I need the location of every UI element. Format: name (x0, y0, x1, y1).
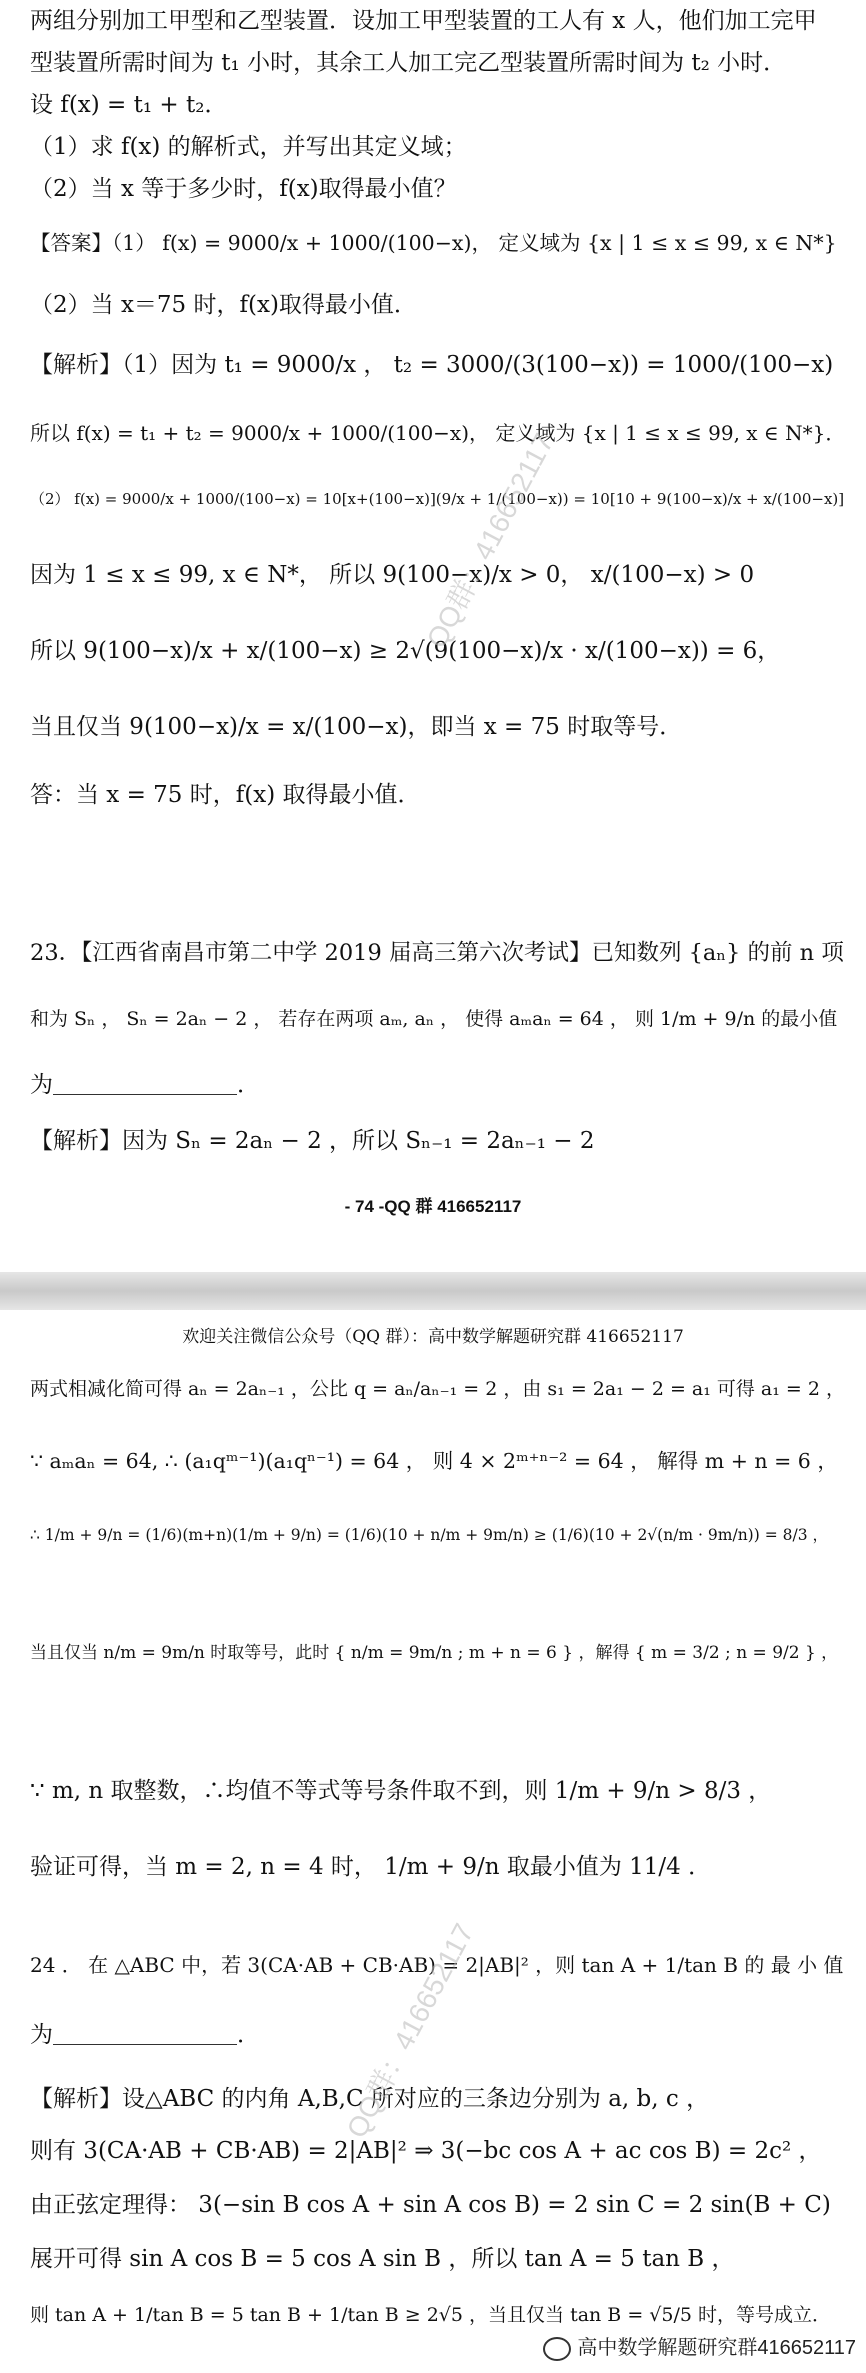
wechat-icon (543, 2337, 571, 2361)
analysis-line: 【解析】设△ABC 的内角 A,B,C 所对应的三条边分别为 a, b, c ， (30, 2086, 710, 2112)
page-separator (0, 1272, 866, 1310)
text-line: 设 f(x) = t₁ + t₂． (30, 92, 228, 118)
text-line: 当且仅当 n/m = 9m/n 时取等号，此时 { n/m = 9m/n ; m + n = 6 } ，解得 { m = 3/2 ; n = 9/2 } ， (30, 1643, 839, 1663)
question-24-line: 24 ． 在 △ABC 中，若 3(CA·AB + CB·AB) = 2|AB|² ，则 tan A + 1/tan B 的 最 小 值 (30, 1953, 844, 1977)
question-23-line: 23．【江西省南昌市第二中学 2019 届高三第六次考试】已知数列 {aₙ} 的前 n 项 (30, 940, 844, 966)
formula-line: ∴ 1/m + 9/n = (1/6)(m+n)(1/m + 9/n) = (1/6)(10 + n/m + 9m/n) ≥ (1/6)(10 + 2√(n/m · 9m/n)) = 8/3 ， (30, 1526, 828, 1544)
text-line: 所以 9(100−x)/x + x/(100−x) ≥ 2√(9(100−x)/x · x/(100−x)) = 6， (30, 638, 781, 664)
text-line: 所以 f(x) = t₁ + t₂ = 9000/x + 1000/(100−x)， 定义域为 {x | 1 ≤ x ≤ 99, x ∈ N*}． (30, 421, 846, 445)
text-line: 型装置所需时间为 t₁ 小时，其余工人加工完乙型装置所需时间为 t₂ 小时． (30, 50, 787, 76)
question-24-blank: 为＿＿＿＿＿＿＿＿． (30, 2022, 260, 2048)
page-2 (0, 1310, 866, 2373)
text-line: ∵ m, n 取整数，∴均值不等式等号条件取不到，则 1/m + 9/n > 8/3 ， (30, 1778, 772, 1804)
page-footer: - 74 -QQ 群 416652117 (344, 1197, 522, 1216)
text-line: 因为 1 ≤ x ≤ 99, x ∈ N*， 所以 9(100−x)/x > 0， x/(100−x) > 0 (30, 562, 755, 588)
text-line: ∵ aₘaₙ = 64, ∴ (a₁qᵐ⁻¹)(a₁qⁿ⁻¹) = 64 ， 则 4 × 2ᵐ⁺ⁿ⁻² = 64 ， 解得 m + n = 6 ， (30, 1449, 838, 1473)
text-line: 答：当 x = 75 时，f(x) 取得最小值． (30, 782, 421, 808)
page-header: 欢迎关注微信公众号（QQ 群）：高中数学解题研究群 416652117 (182, 1327, 684, 1347)
text-line: （2）当 x 等于多少时，f(x)取得最小值？ (30, 176, 457, 202)
text-line: 则有 3(CA·AB + CB·AB) = 2|AB|² ⇒ 3(−bc cos A + ac cos B) = 2c² ， (30, 2138, 822, 2164)
text-line: 则 tan A + 1/tan B = 5 tan B + 1/tan B ≥ 2√5 ，当且仅当 tan B = √5/5 时，等号成立． (30, 2304, 831, 2326)
formula-line: （2） f(x) = 9000/x + 1000/(100−x) = 10[x+(100−x)](9/x + 1/(100−x)) = 10[10 + 9(100−x)/x + x/(100−x)] (30, 490, 845, 508)
text-line: （1）求 f(x) 的解析式，并写出其定义域； (30, 134, 467, 160)
text-line: 两组分别加工甲型和乙型装置．设加工甲型装置的工人有 x 人，他们加工完甲 (30, 8, 817, 34)
answer-line: 【答案】（1） f(x) = 9000/x + 1000/(100−x)， 定义域为 {x | 1 ≤ x ≤ 99, x ∈ N*} (30, 231, 837, 255)
wechat-brand (543, 2331, 856, 2361)
question-23-blank: 为＿＿＿＿＿＿＿＿． (30, 1072, 260, 1098)
text-line: 验证可得，当 m = 2, n = 4 时， 1/m + 9/n 取最小值为 11/4 ． (30, 1854, 712, 1880)
watermark: QQ群：416652117 (340, 1918, 480, 2143)
text-line: 两式相减化简可得 aₙ = 2aₙ₋₁ ，公比 q = aₙ/aₙ₋₁ = 2 ，由 s₁ = 2a₁ − 2 = a₁ 可得 a₁ = 2 ， (30, 1378, 845, 1400)
analysis-line: 【解析】（1）因为 t₁ = 9000/x ， t₂ = 3000/(3(100−x)) = 1000/(100−x) (30, 352, 834, 378)
text-line: （2）当 x＝75 时，f(x)取得最小值． (30, 292, 417, 318)
question-23-line: 和为 Sₙ ， Sₙ = 2aₙ − 2 ， 若存在两项 aₘ, aₙ ， 使得 aₘaₙ = 64 ， 则 1/m + 9/n 的最小值 (30, 1008, 838, 1030)
watermark: QQ群：416652117 (420, 428, 560, 653)
text-line: 当且仅当 9(100−x)/x = x/(100−x)，即当 x = 75 时取等号． (30, 714, 683, 740)
analysis-line: 【解析】因为 Sₙ = 2aₙ − 2 ，所以 Sₙ₋₁ = 2aₙ₋₁ − 2 (30, 1128, 595, 1154)
brand-label: 高中数学解题研究群416652117 (577, 2337, 856, 2360)
text-line: 由正弦定理得： 3(−sin B cos A + sin A cos B) = 2 sin C = 2 sin(B + C) (30, 2192, 831, 2218)
text-line: 展开可得 sin A cos B = 5 cos A sin B ，所以 tan A = 5 tan B ， (30, 2246, 735, 2272)
